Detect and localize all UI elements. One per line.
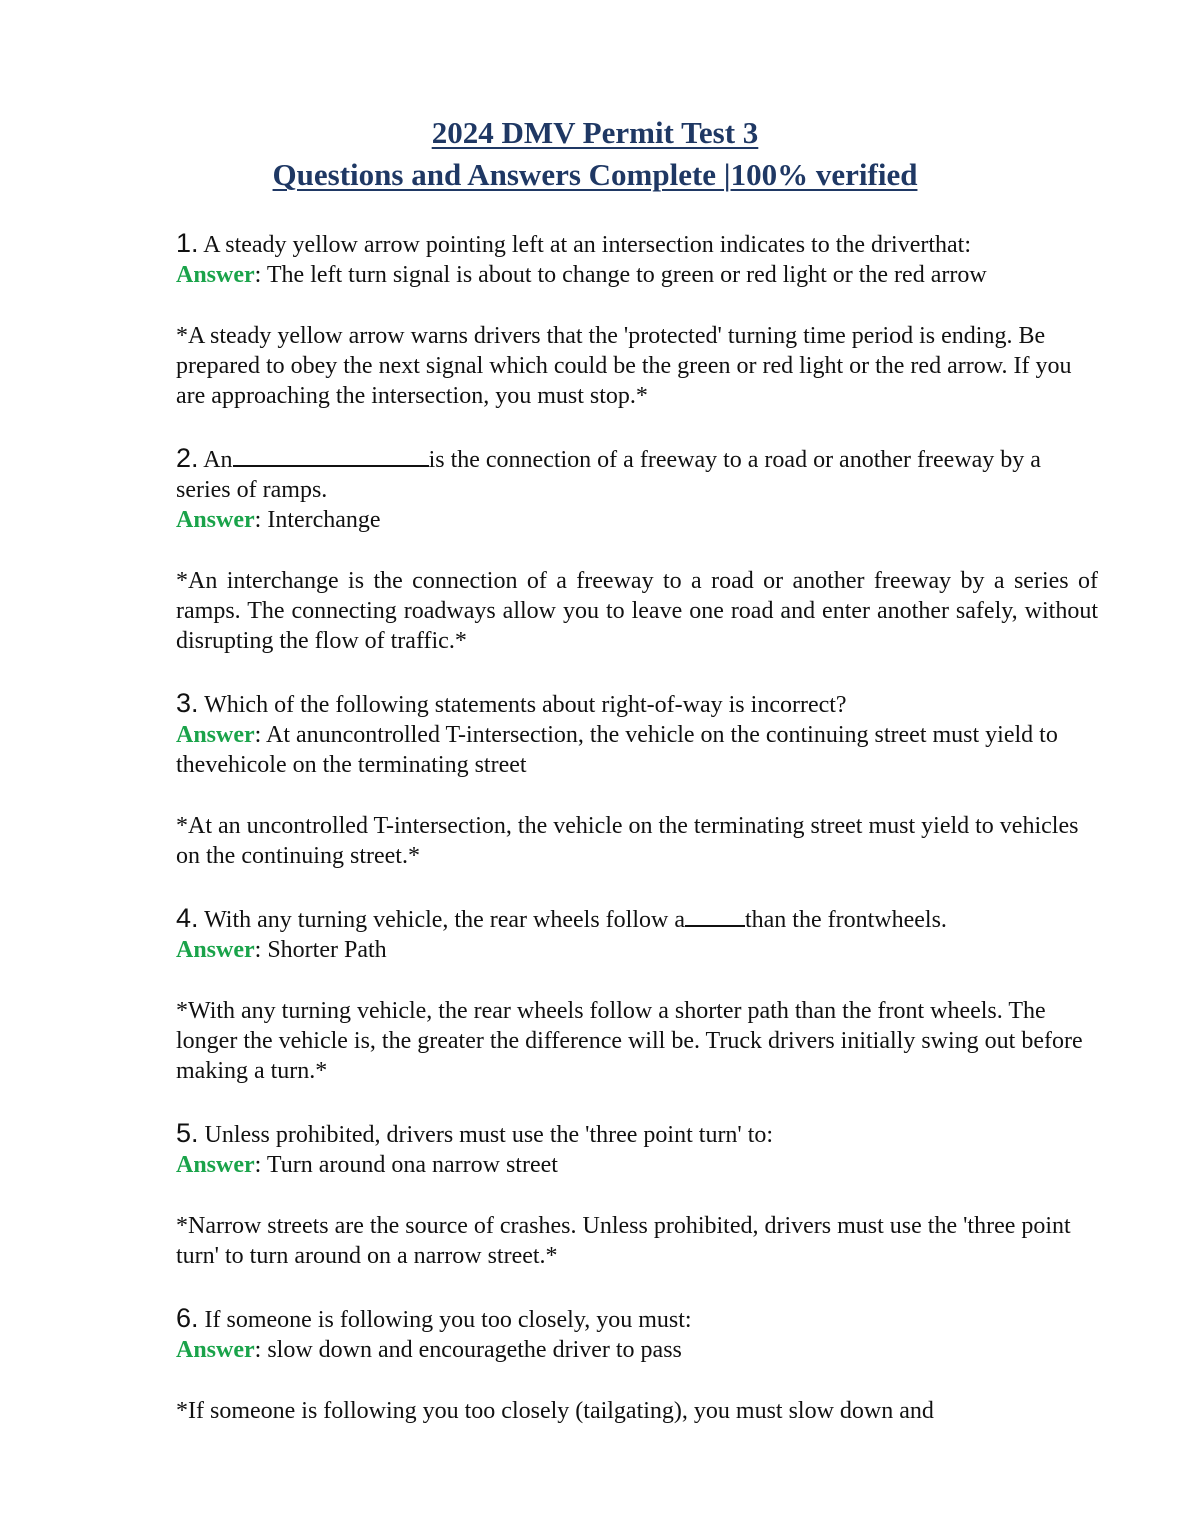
answer-line <box>176 720 1098 780</box>
explanation-text: *If someone is following you too closely (tailgating), you must slow down and <box>176 1398 934 1424</box>
question-text <box>176 1118 1098 1150</box>
question-text <box>176 903 1098 935</box>
question-number: 6. <box>176 1303 199 1333</box>
question-body: A steady yellow arrow pointing left at an intersection indicates to the driverthat: <box>203 232 971 258</box>
question-text <box>176 1303 1098 1335</box>
question-item <box>176 903 1098 1086</box>
answer-text: : Interchange <box>254 507 381 533</box>
question-item <box>176 688 1098 871</box>
fill-in-blank <box>685 905 745 927</box>
answer-text: : The left turn signal is about to change to green or red light or the red arrow <box>254 262 987 288</box>
question-body-end: than the frontwheels. <box>744 907 947 933</box>
answer-label: Answer <box>176 262 255 288</box>
answer-label: Answer <box>176 1152 255 1178</box>
answer-text: : Turn around ona narrow street <box>254 1152 558 1178</box>
explanation-text: *A steady yellow arrow warns drivers that the 'protected' turning time period is ending. Be prepared to obey the next signal which could be the green or red light or the red arrow. If you are approaching the intersection, you must stop.* <box>176 323 1072 409</box>
question-item <box>176 1118 1098 1271</box>
question-number: 4. <box>176 903 199 933</box>
question-body: Which of the following statements about right-of-way is incorrect? <box>204 692 847 718</box>
title-line-2: Questions and Answers Complete |100% verified <box>272 157 918 192</box>
answer-label: Answer <box>176 937 255 963</box>
answer-line <box>176 1150 1098 1180</box>
answer-line <box>176 1335 1098 1365</box>
title-line-1: 2024 DMV Permit Test 3 <box>431 115 759 150</box>
question-item <box>176 443 1098 656</box>
explanation-text: *At an uncontrolled T-intersection, the vehicle on the terminating street must yield to vehicles on the continuing street.* <box>176 813 1079 869</box>
answer-line <box>176 935 1098 965</box>
question-item <box>176 228 1098 411</box>
questions-list <box>176 228 1098 1458</box>
question-body-end: is the connection of a freeway to a road or another freeway by a series of ramps. <box>176 447 1041 503</box>
explanation-text: *An interchange is the connection of a freeway to a road or another freeway by a series of ramps. The connecting roadways allow you to leave one road and enter another safely, without disrupting the flow of traffic.* <box>176 568 1098 654</box>
question-text <box>176 688 1098 720</box>
question-body-start: With any turning vehicle, the rear wheels follow a <box>204 907 685 933</box>
answer-text: : slow down and encouragethe driver to pass <box>254 1337 682 1363</box>
answer-line <box>176 505 1098 535</box>
explanation-text: *With any turning vehicle, the rear wheels follow a shorter path than the front wheels. The longer the vehicle is, the greater the difference will be. Truck drivers initially swing out before making a turn.* <box>176 998 1083 1084</box>
question-number: 5. <box>176 1118 199 1148</box>
answer-label: Answer <box>176 722 255 748</box>
question-number: 1. <box>176 228 199 258</box>
question-body-start: An <box>203 447 233 473</box>
question-number: 2. <box>176 443 199 473</box>
question-body: If someone is following you too closely, you must: <box>204 1307 692 1333</box>
question-body: Unless prohibited, drivers must use the 'three point turn' to: <box>204 1122 774 1148</box>
explanation-text: *Narrow streets are the source of crashes. Unless prohibited, drivers must use the 'three point turn' to turn around on a narrow street.* <box>176 1213 1071 1269</box>
question-text <box>176 443 1098 505</box>
answer-text: : At anuncontrolled T-intersection, the vehicle on the continuing street must yield to thevehicole on the terminating street <box>176 722 1058 778</box>
answer-label: Answer <box>176 1337 255 1363</box>
question-item <box>176 1303 1098 1426</box>
question-text <box>176 228 1098 260</box>
answer-line <box>176 260 1098 290</box>
answer-label: Answer <box>176 507 255 533</box>
document-title <box>0 112 1190 196</box>
question-number: 3. <box>176 688 199 718</box>
fill-in-blank <box>233 445 429 467</box>
answer-text: : Shorter Path <box>254 937 387 963</box>
